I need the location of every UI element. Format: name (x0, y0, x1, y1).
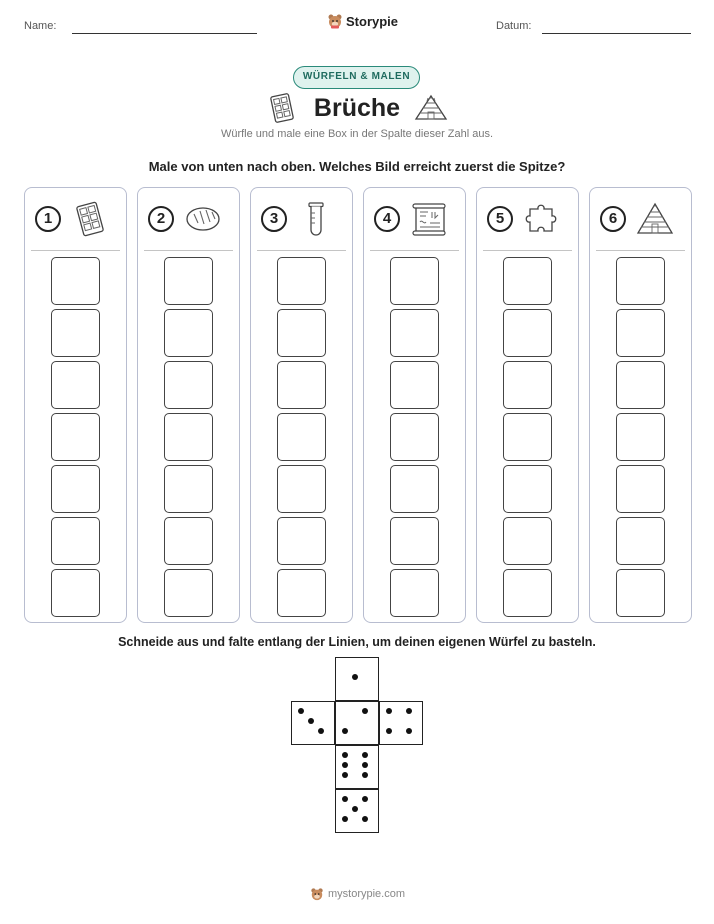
die-pip (352, 806, 358, 812)
coloring-box[interactable] (503, 257, 552, 305)
name-label: Name: (24, 20, 57, 32)
coloring-box[interactable] (390, 569, 439, 617)
brand-name: Storypie (346, 13, 399, 29)
column-divider (596, 250, 685, 251)
die-pip (342, 752, 348, 758)
coloring-box[interactable] (390, 361, 439, 409)
coloring-box[interactable] (503, 517, 552, 565)
die-face (379, 701, 423, 745)
column-divider (31, 250, 120, 251)
die-pip (406, 728, 412, 734)
column-divider (144, 250, 233, 251)
coloring-box[interactable] (616, 413, 665, 461)
footer-url: mystorypie.com (328, 888, 406, 900)
coloring-box[interactable] (51, 413, 100, 461)
name-line[interactable] (72, 33, 257, 34)
chocolate-bar-icon (71, 201, 109, 237)
coloring-box[interactable] (503, 569, 552, 617)
pyramid-icon (414, 94, 448, 122)
page-title: Brüche (313, 94, 401, 122)
coloring-box[interactable] (51, 361, 100, 409)
subtitle: Würfle und male eine Box in der Spalte dieser Zahl aus. (220, 128, 494, 140)
column-5 (476, 187, 579, 623)
column-number: 2 (148, 206, 174, 232)
coloring-box[interactable] (616, 517, 665, 565)
coloring-box[interactable] (164, 465, 213, 513)
die-pip (362, 772, 368, 778)
die-face (291, 701, 335, 745)
column-divider (370, 250, 459, 251)
cut-instruction: Schneide aus und falte entlang der Linien, um deinen eigenen Würfel zu basteln. (118, 635, 596, 649)
coloring-box[interactable] (277, 257, 326, 305)
die-pip (308, 718, 314, 724)
column-number: 3 (261, 206, 287, 232)
column-number: 6 (600, 206, 626, 232)
column-number: 1 (35, 206, 61, 232)
date-line[interactable] (542, 33, 691, 34)
column-4 (363, 187, 466, 623)
column-divider (257, 250, 346, 251)
activity-badge: WÜRFELN & MALEN (293, 66, 420, 89)
column-number: 4 (374, 206, 400, 232)
test-tube-icon (297, 201, 335, 237)
coloring-box[interactable] (164, 361, 213, 409)
column-divider (483, 250, 572, 251)
coloring-box[interactable] (164, 517, 213, 565)
coloring-box[interactable] (390, 309, 439, 357)
footer (310, 887, 405, 901)
die-pip (362, 752, 368, 758)
coloring-box[interactable] (503, 309, 552, 357)
coloring-box[interactable] (390, 517, 439, 565)
coloring-box[interactable] (164, 309, 213, 357)
coloring-box[interactable] (277, 309, 326, 357)
coloring-box[interactable] (503, 465, 552, 513)
coloring-box[interactable] (616, 257, 665, 305)
coloring-box[interactable] (503, 361, 552, 409)
die-face (335, 701, 379, 745)
coloring-box[interactable] (390, 413, 439, 461)
die-pip (318, 728, 324, 734)
coloring-box[interactable] (51, 465, 100, 513)
die-pip (362, 796, 368, 802)
storypie-logo (327, 13, 398, 29)
coloring-box[interactable] (51, 309, 100, 357)
bear-mascot-icon (327, 13, 343, 29)
coloring-box[interactable] (277, 413, 326, 461)
coloring-box[interactable] (277, 517, 326, 565)
coloring-box[interactable] (164, 257, 213, 305)
coloring-box[interactable] (503, 413, 552, 461)
column-6 (589, 187, 692, 623)
title-row (0, 90, 714, 126)
die-pip (352, 674, 358, 680)
bear-mascot-icon (310, 887, 324, 901)
die-pip (406, 708, 412, 714)
die-face (335, 789, 379, 833)
coloring-box[interactable] (164, 569, 213, 617)
die-pip (342, 762, 348, 768)
column-2 (137, 187, 240, 623)
coloring-box[interactable] (390, 257, 439, 305)
coloring-box[interactable] (277, 361, 326, 409)
die-pip (362, 708, 368, 714)
puzzle-piece-icon (523, 201, 561, 237)
coloring-box[interactable] (51, 569, 100, 617)
coloring-box[interactable] (616, 465, 665, 513)
column-1 (24, 187, 127, 623)
coloring-box[interactable] (277, 465, 326, 513)
die-pip (298, 708, 304, 714)
die-pip (386, 728, 392, 734)
coloring-box[interactable] (390, 465, 439, 513)
coloring-box[interactable] (51, 517, 100, 565)
coloring-box[interactable] (616, 361, 665, 409)
pyramid-icon (636, 201, 674, 237)
column-number: 5 (487, 206, 513, 232)
die-pip (342, 796, 348, 802)
coloring-box[interactable] (616, 309, 665, 357)
die-pip (342, 772, 348, 778)
column-3 (250, 187, 353, 623)
bread-loaf-icon (184, 201, 222, 237)
scroll-icon (410, 201, 448, 237)
die-pip (362, 816, 368, 822)
coloring-box[interactable] (51, 257, 100, 305)
instruction: Male von unten nach oben. Welches Bild erreicht zuerst die Spitze? (148, 159, 566, 174)
die-pip (342, 728, 348, 734)
date-label: Datum: (496, 20, 532, 32)
die-face (335, 657, 379, 701)
coloring-box[interactable] (616, 569, 665, 617)
die-pip (342, 816, 348, 822)
die-face (335, 745, 379, 789)
coloring-box[interactable] (164, 413, 213, 461)
coloring-box[interactable] (277, 569, 326, 617)
die-pip (386, 708, 392, 714)
die-pip (362, 762, 368, 768)
